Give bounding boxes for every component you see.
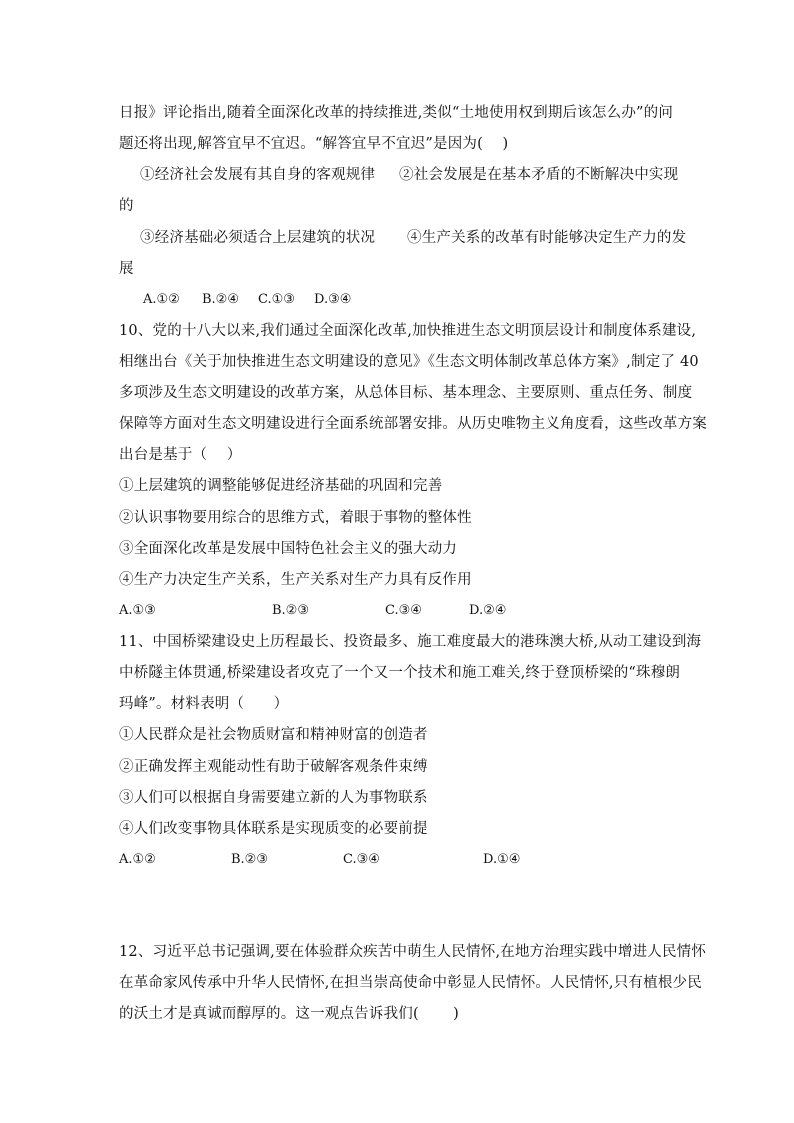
q11-option-b[interactable]: B.②③ [231,852,268,867]
q12-stem-line-2: 在革命家风传承中升华人民情怀,在担当崇高使命中彰显人民情怀。人民情怀,只有植根少民 [119,975,702,991]
q10-option-a[interactable]: A.①③ [119,603,156,618]
q11-stem-line-3: 玛峰”。材料表明（ ） [119,696,289,712]
q11-option-d[interactable]: D.①④ [483,852,521,867]
q10-option-d[interactable]: D.②④ [469,603,507,618]
q10-option-b[interactable]: B.②③ [272,603,309,618]
q9-item-1: ①经济社会发展有其自身的客观规律 [140,167,376,183]
q11-item-3: ③人们可以根据自身需要建立新的人为事物联系 [119,790,428,806]
q10-option-c[interactable]: C.③④ [385,603,422,618]
q11-item-4: ④人们改变事物具体联系是实现质变的必要前提 [119,821,428,837]
q12-stem-line-3: 的沃土才是真诚而醇厚的。这一观点告诉我们( ) [119,1006,459,1022]
q10-item-1: ①上层建筑的调整能够促进经济基础的巩固和完善 [119,478,443,494]
q9-item-2: ②社会发展是在基本矛盾的不断解决中实现 [399,167,679,183]
q10-stem-line-2: 相继出台《关于加快推进生态文明建设的意见》《生态文明体制改革总体方案》,制定了 40 [119,354,699,370]
q10-stem-line-1: 10、党的十八大以来,我们通过全面深化改革,加快推进生态文明顶层设计和制度体系建设, [119,323,697,339]
q10-stem-line-3: 多项涉及生态文明建设的改革方案，从总体目标、基本理念、主要原则、重点任务、制度 [119,385,693,401]
q9-item-4: ④生产关系的改革有时能够决定生产力的发 [407,230,687,246]
q11-item-1: ①人民群众是社会物质财富和精神财富的创造者 [119,727,428,743]
q9-option-a[interactable]: A.①② [143,292,180,307]
q9-item-2-wrap: 的 [119,198,134,214]
q9-item-3: ③经济基础必须适合上层建筑的状况 [140,230,376,246]
q9-option-c[interactable]: C.①③ [258,292,295,307]
q11-stem-line-2: 中桥隧主体贯通,桥梁建设者攻克了一个又一个技术和施工难关,终于登顶桥梁的“珠穆朗 [119,665,681,681]
q11-option-a[interactable]: A.①② [119,852,156,867]
q9-option-b[interactable]: B.②④ [202,292,239,307]
q10-item-2: ②认识事物要用综合的思维方式，着眼于事物的整体性 [119,510,472,526]
q9-item-4-wrap: 展 [119,261,134,277]
q10-stem-line-4: 保障等方面对生态文明建设进行全面系统部署安排。从历史唯物主义角度看，这些改革方案 [119,416,707,432]
q10-item-3: ③全面深化改革是发展中国特色社会主义的强大动力 [119,541,458,557]
q10-stem-line-5: 出台是基于（ ） [119,447,242,463]
q10-item-4: ④生产力决定生产关系，生产关系对生产力具有反作用 [119,572,472,588]
q11-item-2: ②正确发挥主观能动性有助于破解客观条件束缚 [119,759,428,775]
q9-stem-line-1: 日报》评论指出,随着全面深化改革的持续推进,类似“土地使用权到期后该怎么办”的问 [119,105,674,121]
q11-option-c[interactable]: C.③④ [343,852,380,867]
q9-option-d[interactable]: D.③④ [314,292,352,307]
q9-stem-line-2: 题还将出现,解答宜早不宜迟。“解答宜早不宜迟”是因为( ) [119,136,509,152]
q11-stem-line-1: 11、中国桥梁建设史上历程最长、投资最多、施工难度最大的港珠澳大桥,从动工建设到海 [119,634,702,650]
q12-stem-line-1: 12、习近平总书记强调,要在体验群众疾苦中萌生人民情怀,在地方治理实践中增进人民情怀 [119,944,707,960]
